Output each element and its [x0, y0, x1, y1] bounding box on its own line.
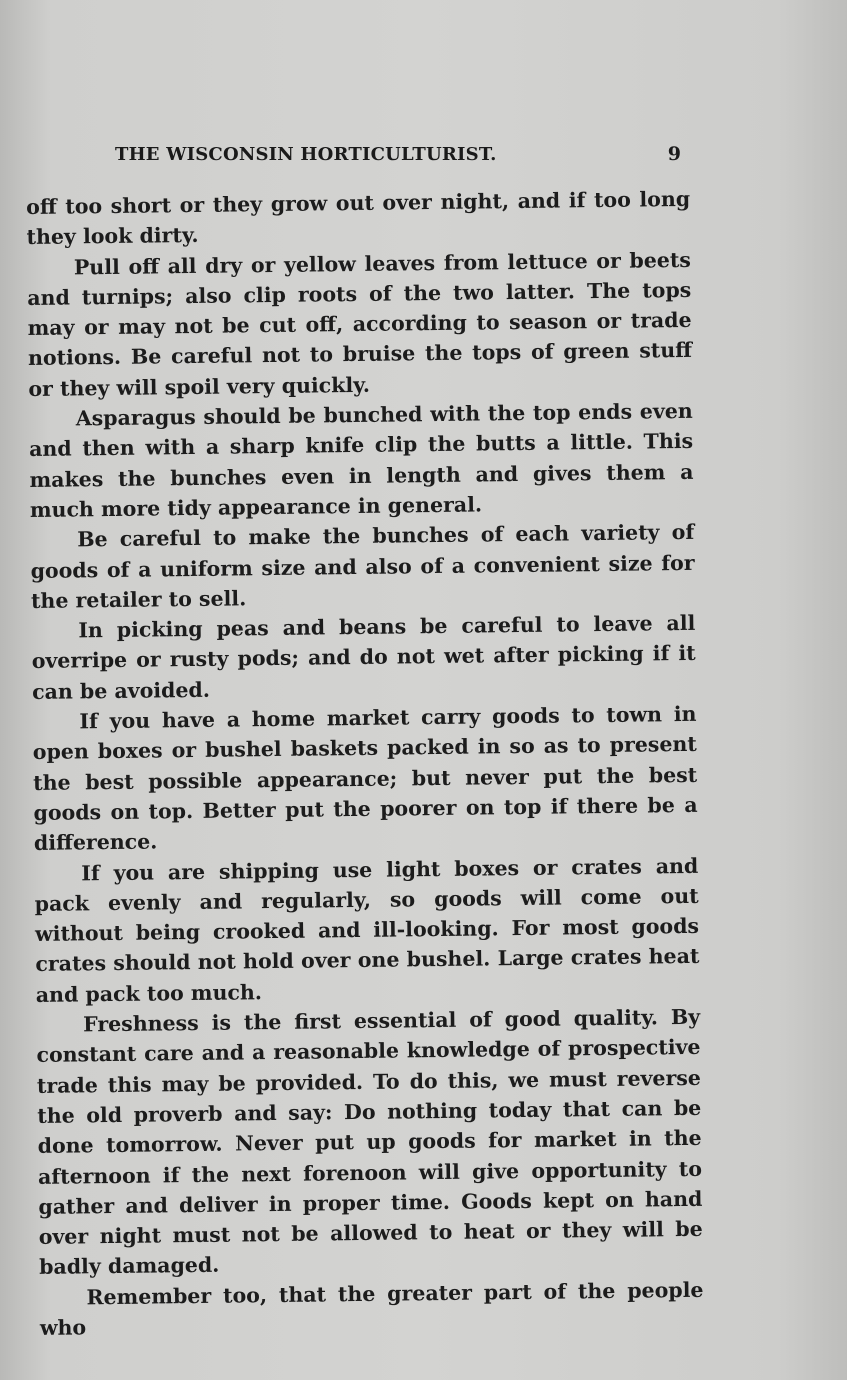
paragraph-lettuce-beets: Pull off all dry or yellow leaves from lettuce or beets and turnips; also clip roots of the two latter. The tops may or may not be cut off, according to season or trade notions. Be careful not to bruise the tops of green stuff or they will spoil very quickly.	[27, 247, 693, 401]
paragraph-freshness: Freshness is the first essential of good quality. By constant care and a reasonable knowledge of prospective trade this may be provided. To do this, we must reverse the old proverb and say: Do nothing today that can be done tomorrow. Never put up goods for market in the afternoon if the next forenoon will give opportunity to gather and deliver in proper time. Goods kept on hand over night must not be allowed to heat or they will be badly damaged.	[36, 1004, 703, 1280]
paragraph-peas-beans: In picking peas and beans be careful to leave all overripe or rusty pods; and do not wet after picking if it can be avoided.	[31, 611, 696, 704]
paragraph-continuation: off too short or they grow out over night, and if too long they look dirty.	[26, 186, 691, 250]
paragraph-asparagus: Asparagus should be bunched with the top ends even and then with a sharp knife clip the butts a little. This makes the bunches even in length and gives them a much more tidy appearance in general.	[28, 398, 694, 522]
page-number: 9	[667, 143, 681, 165]
paragraph-bunch-size: Be careful to make the bunches of each variety of goods of a uniform size and also of a convenient size for the retailer to sell.	[30, 520, 695, 613]
paragraph-remember: Remember too, that the greater part of the people who	[39, 1277, 704, 1340]
paragraph-shipping: If you are shipping use light boxes or crates and pack evenly and regularly, so goods will come out without being crooked and ill-looking. For most goods crates should not hold over one bushel. Large crates heat and pack too much.	[34, 853, 700, 1007]
paragraph-home-market: If you have a home market carry goods to town in open boxes or bushel baskets packed in so as to present the best possible appearance; but never put the best goods on top. Better put the poorer on top if there be a difference.	[32, 701, 698, 856]
body-text	[26, 184, 704, 1343]
running-head: THE WISCONSIN HORTICULTURIST.	[115, 144, 497, 165]
page-header	[115, 144, 685, 174]
